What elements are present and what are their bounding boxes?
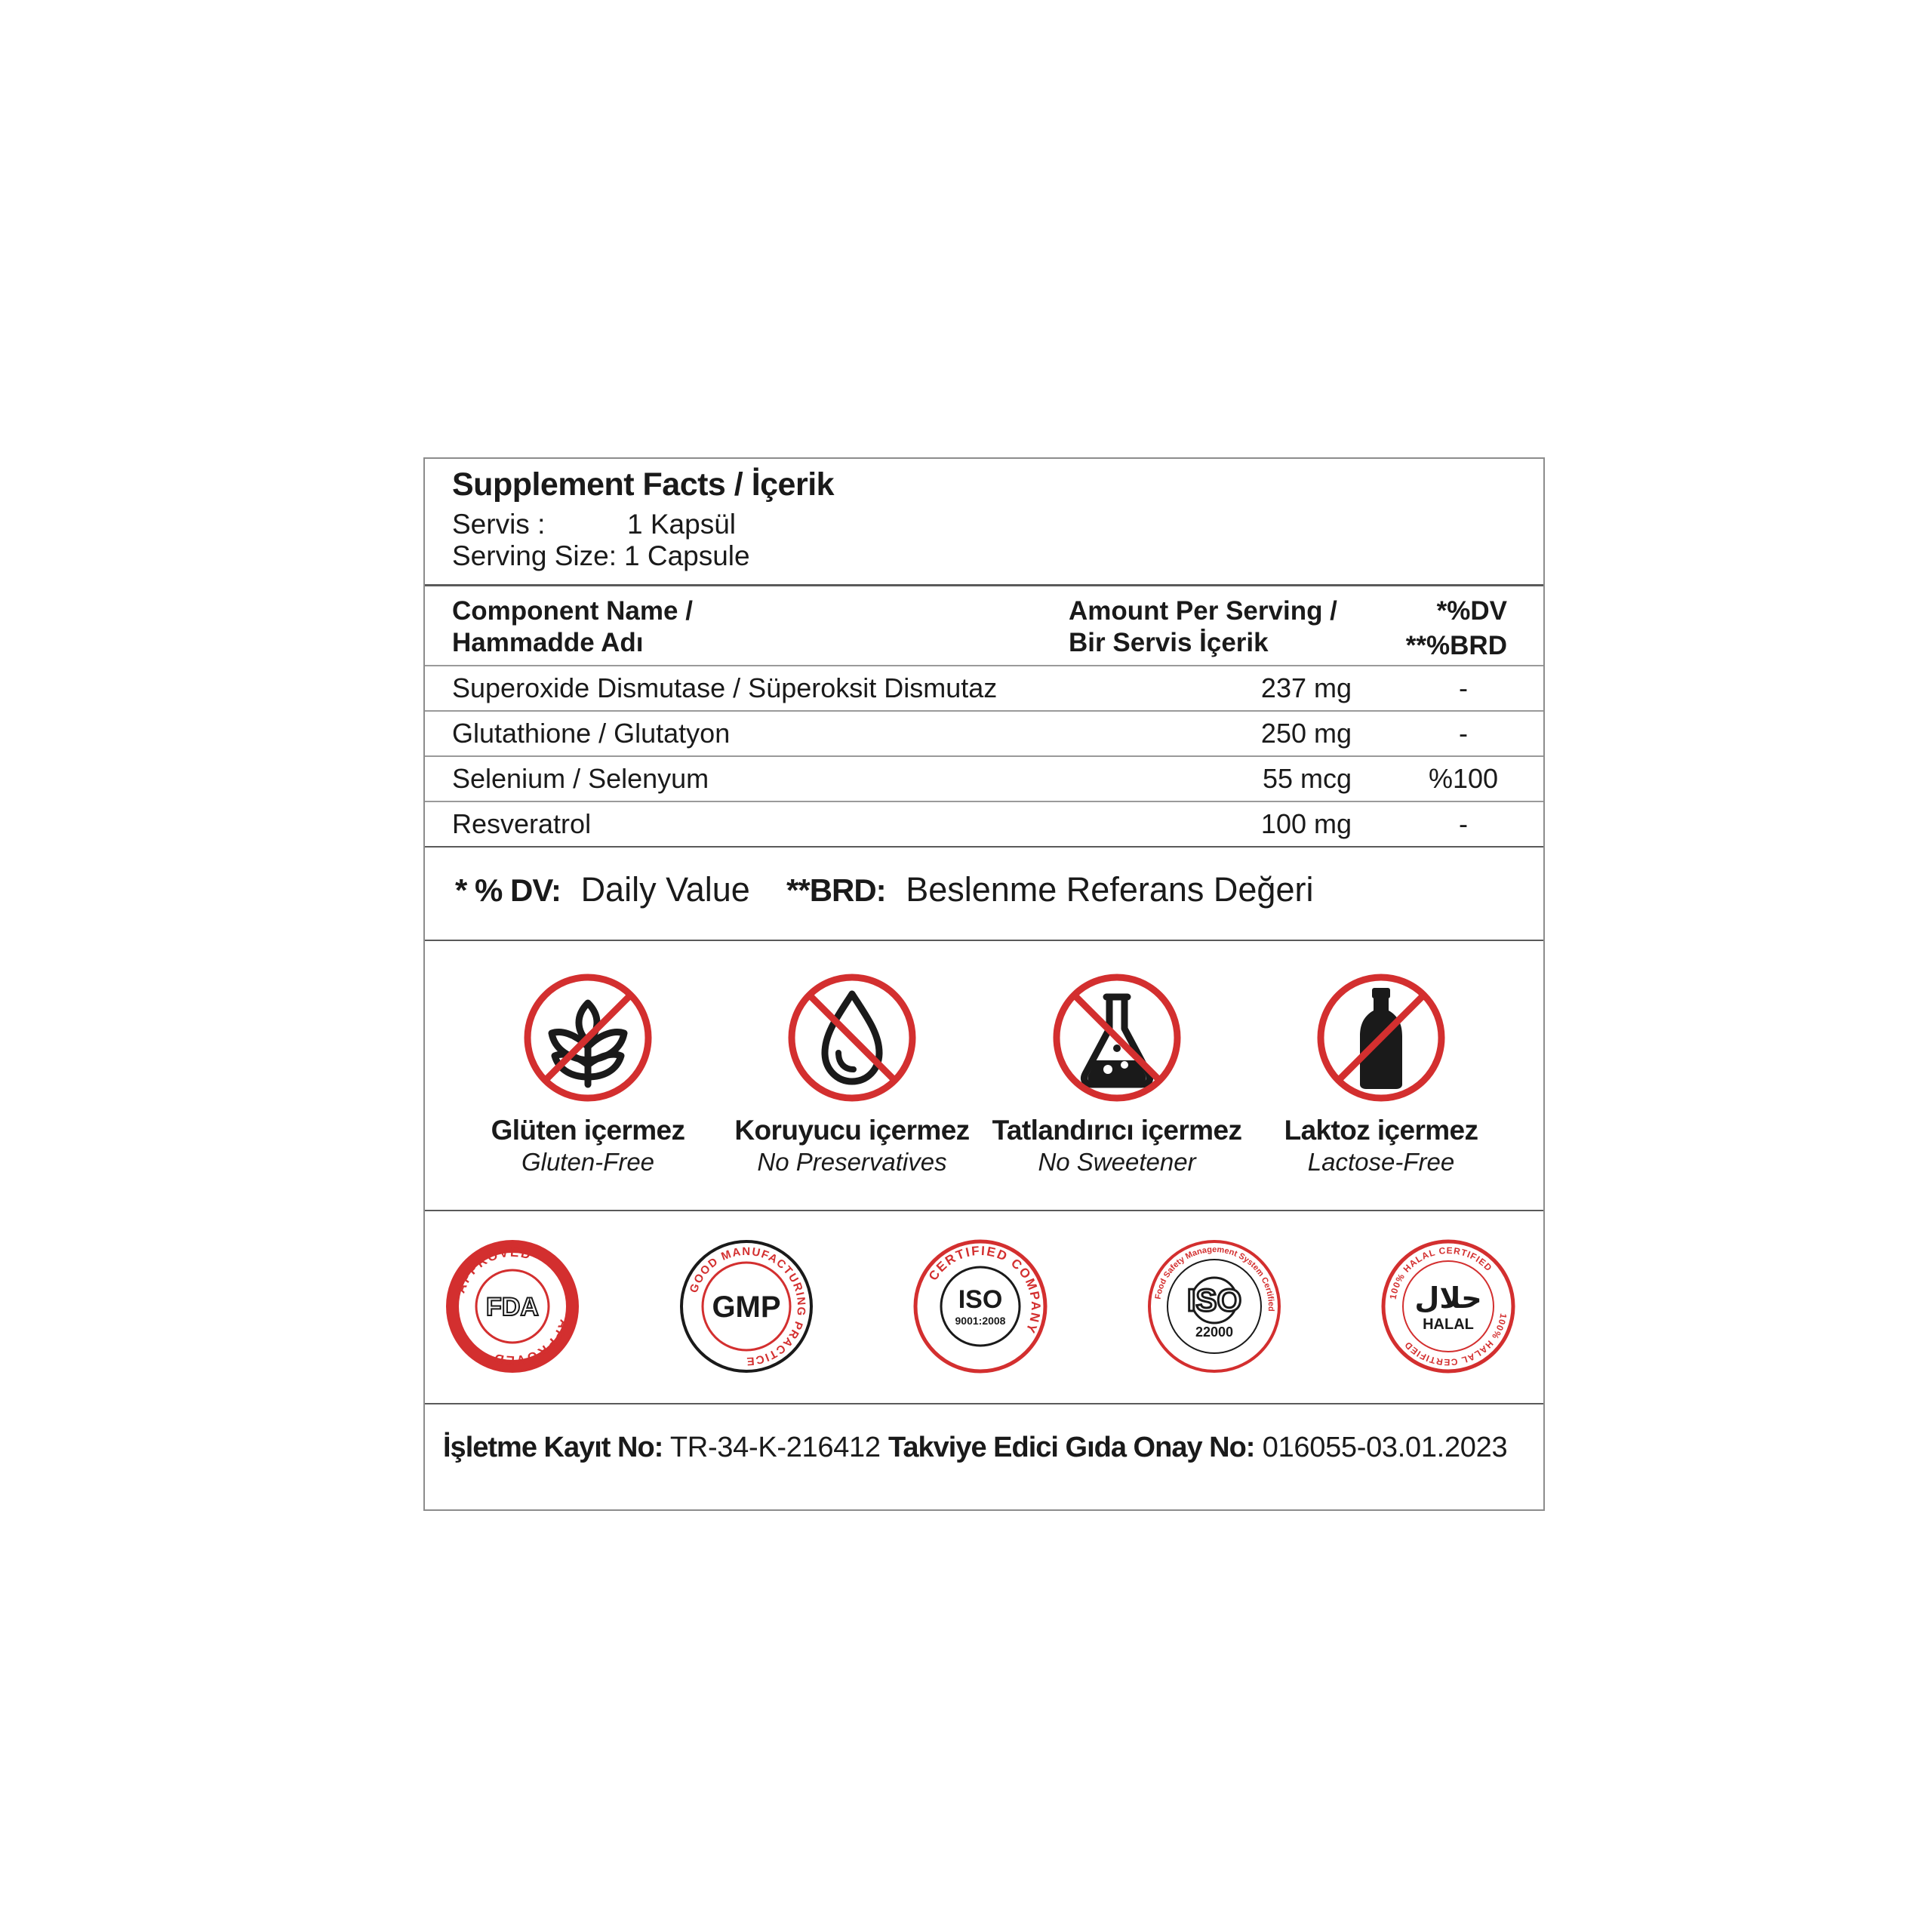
free-from-label-tr: Koruyucu içermez — [734, 1115, 970, 1146]
legend-section — [425, 848, 1543, 940]
iso-22000-badge — [1146, 1238, 1282, 1374]
fda-approved-badge — [445, 1238, 580, 1374]
svg-text:100% HALAL CERTIFIED: 100% HALAL CERTIFIED — [1387, 1244, 1495, 1300]
legend-brd-value: Beslenme Referans Değeri — [906, 870, 1314, 909]
svg-text:APPROVED: APPROVED — [453, 1244, 534, 1295]
no-lactose-icon — [1315, 971, 1447, 1104]
svg-text:APPROVED: APPROVED — [491, 1318, 572, 1368]
free-from-item — [716, 971, 988, 1177]
row-dv: - — [1459, 718, 1468, 749]
row-name: Selenium / Selenyum — [452, 763, 709, 794]
legend-brd-key: **BRD: — [786, 872, 886, 908]
table-row — [425, 665, 1543, 712]
serving-tr — [452, 509, 736, 540]
free-from-label-tr: Glüten içermez — [491, 1115, 685, 1146]
table-row — [425, 710, 1543, 757]
table-row — [425, 801, 1543, 848]
row-dv: - — [1459, 672, 1468, 703]
free-from-label-tr: Laktoz içermez — [1284, 1115, 1478, 1146]
col-name-header: Component Name / Hammadde Adı — [452, 596, 693, 657]
row-amount: 55 mcg — [1262, 763, 1352, 794]
svg-text:FDA: FDA — [486, 1293, 539, 1321]
reg-label: İşletme Kayıt No: — [443, 1432, 663, 1463]
serving-en — [452, 540, 750, 572]
iso-9001-badge — [912, 1238, 1048, 1374]
serving-tr-label: Servis : — [452, 509, 546, 540]
footer-section — [425, 1404, 1543, 1511]
legend-dv — [455, 870, 750, 909]
free-from-item — [452, 971, 724, 1177]
reg-value: TR-34-K-216412 — [669, 1432, 881, 1463]
certifications-section — [425, 1211, 1543, 1403]
svg-text:ISO: ISO — [1186, 1282, 1242, 1318]
free-from-label-en: Lactose-Free — [1307, 1148, 1455, 1176]
svg-text:100% HALAL CERTIFIED: 100% HALAL CERTIFIED — [1401, 1312, 1509, 1368]
svg-text:حلال: حلال — [1414, 1281, 1482, 1315]
row-dv: - — [1459, 808, 1468, 839]
svg-text:HALAL: HALAL — [1423, 1316, 1474, 1333]
svg-text:ISO: ISO — [958, 1285, 1003, 1314]
svg-text:GMP: GMP — [712, 1291, 781, 1324]
table-row — [425, 755, 1543, 802]
svg-text:CERTIFIED COMPANY: CERTIFIED COMPANY — [925, 1243, 1044, 1337]
free-from-section — [425, 941, 1543, 1210]
svg-text:9001:2008: 9001:2008 — [955, 1315, 1006, 1327]
approval-label: Takviye Edici Gıda Onay No: — [888, 1432, 1255, 1463]
supplement-facts-panel — [423, 457, 1545, 1511]
approval-value: 016055-03.01.2023 — [1262, 1432, 1508, 1463]
legend-dv-value: Daily Value — [580, 870, 750, 909]
no-gluten-icon — [521, 971, 654, 1104]
header-section — [425, 459, 1543, 584]
svg-text:Food Safety Management System: Food Safety Management System Certified — [1153, 1244, 1276, 1312]
gmp-badge — [678, 1238, 814, 1374]
row-name: Resveratrol — [452, 808, 592, 839]
row-name: Glutathione / Glutatyon — [452, 718, 731, 749]
row-dv: %100 — [1428, 763, 1499, 794]
free-from-label-en: No Preservatives — [757, 1148, 947, 1176]
free-from-label-en: Gluten-Free — [521, 1148, 655, 1176]
row-amount: 250 mg — [1260, 718, 1352, 749]
row-amount: 237 mg — [1260, 672, 1352, 703]
serving-en-label: Serving Size: — [452, 540, 617, 571]
serving-tr-value: 1 Kapsül — [627, 509, 736, 540]
svg-text:GOOD MANUFACTURING PRACTICE: GOOD MANUFACTURING PRACTICE — [687, 1244, 808, 1368]
row-name: Superoxide Dismutase / Süperoksit Dismutaz — [452, 672, 998, 703]
svg-text:22000: 22000 — [1195, 1324, 1234, 1340]
free-from-item — [1245, 971, 1517, 1177]
serving-en-value: 1 Capsule — [624, 540, 750, 571]
col-amount-header: Amount Per Serving / Bir Servis İçerik — [1069, 596, 1337, 657]
legend-brd — [786, 870, 1313, 909]
halal-badge — [1380, 1238, 1516, 1374]
panel-title: Supplement Facts / İçerik — [452, 466, 835, 503]
no-sweetener-icon — [1051, 971, 1183, 1104]
col-dv-header: *%DV **%BRD — [1405, 596, 1507, 660]
legend-dv-key: * % DV: — [455, 872, 561, 908]
no-preservatives-icon — [786, 971, 918, 1104]
row-amount: 100 mg — [1260, 808, 1352, 839]
free-from-item — [981, 971, 1253, 1177]
table-header — [425, 586, 1543, 665]
registration-line — [443, 1432, 1507, 1464]
free-from-label-tr: Tatlandırıcı içermez — [992, 1115, 1242, 1146]
free-from-label-en: No Sweetener — [1038, 1148, 1196, 1176]
